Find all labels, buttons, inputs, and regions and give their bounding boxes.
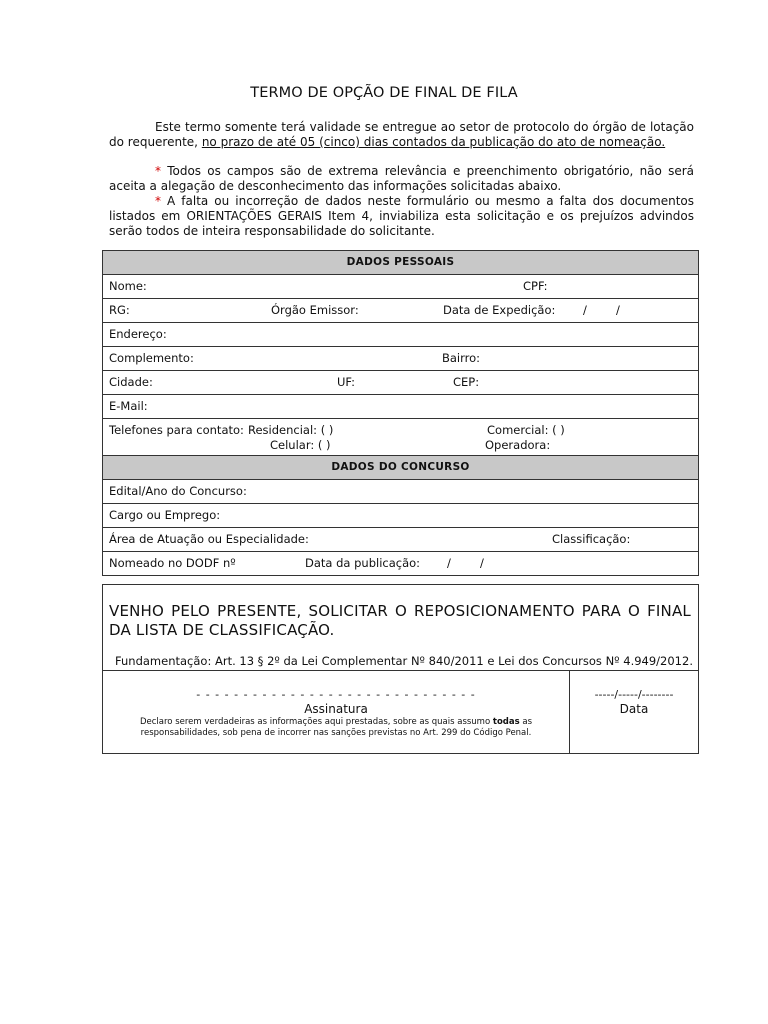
label-data-expedicao: Data de Expedição: <box>443 303 556 317</box>
row-email[interactable] <box>103 395 699 419</box>
row-cidade[interactable] <box>103 371 699 395</box>
date-cell[interactable] <box>570 671 698 753</box>
row-edital[interactable] <box>103 480 699 504</box>
label-nomeado: Nomeado no DODF nº <box>109 556 236 570</box>
label-classificacao: Classificação: <box>552 532 631 546</box>
document-title: TERMO DE OPÇÃO DE FINAL DE FILA <box>250 85 518 101</box>
request-box <box>102 584 699 754</box>
row-endereco[interactable] <box>103 323 699 347</box>
validity-text: Este termo somente terá validade se entregue ao setor de protocolo do órgão de lotação do requerente, <box>109 120 694 149</box>
date-slash: / <box>616 303 620 317</box>
label-rg: RG: <box>109 303 130 317</box>
row-rg[interactable] <box>103 299 699 323</box>
row-nome[interactable] <box>103 275 699 299</box>
row-nomeado[interactable] <box>103 552 699 576</box>
label-cargo: Cargo ou Emprego: <box>109 508 221 522</box>
label-comercial: Comercial: ( ) <box>487 423 565 437</box>
row-telefones[interactable] <box>103 419 699 456</box>
label-complemento: Complemento: <box>109 351 194 365</box>
label-edital: Edital/Ano do Concurso: <box>109 484 247 498</box>
date-slash: / <box>447 556 451 570</box>
label-uf: UF: <box>337 375 356 389</box>
intro-paragraph-required <box>109 164 694 194</box>
fundamentacao-text: Fundamentação: Art. 13 § 2º da Lei Complementar Nº 840/2011 e Lei dos Concursos Nº 4.949/2012. <box>115 654 693 668</box>
missing-data-text: A falta ou incorreção de dados neste formulário ou mesmo a falta dos documentos listados em ORIENTAÇÕES GERAIS Item 4, inviabiliza esta solicitação e os prejuízos advindos serão todos de inteira responsabilidade do solicitante. <box>109 194 694 238</box>
label-orgao-emissor: Órgão Emissor: <box>271 303 359 317</box>
declaration-text <box>113 717 559 739</box>
label-cidade: Cidade: <box>109 375 153 389</box>
label-cep: CEP: <box>453 375 480 389</box>
date-line: -----/-----/-------- <box>594 688 674 701</box>
label-telefones: Telefones para contato: <box>109 423 244 437</box>
label-nome: Nome: <box>109 279 147 293</box>
signature-cell[interactable] <box>103 671 570 753</box>
label-celular: Celular: ( ) <box>270 438 331 452</box>
row-complemento[interactable] <box>103 347 699 371</box>
label-endereco: Endereço: <box>109 327 167 341</box>
label-area: Área de Atuação ou Especialidade: <box>109 532 309 546</box>
request-section <box>103 585 698 671</box>
intro-paragraph-missing-data <box>109 194 694 239</box>
label-data-publicacao: Data da publicação: <box>305 556 421 570</box>
row-cargo[interactable] <box>103 504 699 528</box>
section-header-dados-concurso: DADOS DO CONCURSO <box>103 456 699 480</box>
label-residencial: Residencial: ( ) <box>248 423 334 437</box>
row-area[interactable] <box>103 528 699 552</box>
required-text: Todos os campos são de extrema relevância e preenchimento obrigatório, não será aceita a alegação de desconhecimento das informações solicitadas abaixo. <box>109 164 694 193</box>
form-table <box>102 250 699 576</box>
declaration-part: Declaro serem verdadeiras as informações aqui prestadas, sobre as quais assumo <box>139 717 493 727</box>
signature-label: Assinatura <box>304 702 368 716</box>
intro-paragraph-validity <box>109 120 694 150</box>
required-asterisk: * <box>155 164 161 178</box>
date-label: Data <box>619 702 649 716</box>
date-slash: / <box>583 303 587 317</box>
date-slash: / <box>480 556 484 570</box>
label-operadora: Operadora: <box>485 438 551 452</box>
section-header-dados-pessoais: DADOS PESSOAIS <box>103 251 699 275</box>
signature-line: - - - - - - - - - - - - - - - - - - - - - - - - - - - - - - <box>196 688 476 701</box>
required-asterisk: * <box>155 194 161 208</box>
label-cpf: CPF: <box>523 279 548 293</box>
declaration-bold: todas <box>492 717 520 727</box>
declaration-part: as responsabilidades, sob pena de incorrer nas sanções previstas no Art. 299 do Código Penal. <box>140 717 533 738</box>
request-statement: VENHO PELO PRESENTE, SOLICITAR O REPOSICIONAMENTO PARA O FINAL DA LISTA DE CLASSIFICAÇÃO. <box>109 602 691 639</box>
label-bairro: Bairro: <box>442 351 481 365</box>
label-email: E-Mail: <box>109 399 148 413</box>
deadline-text: no prazo de até 05 (cinco) dias contados da publicação do ato de nomeação. <box>201 135 666 149</box>
